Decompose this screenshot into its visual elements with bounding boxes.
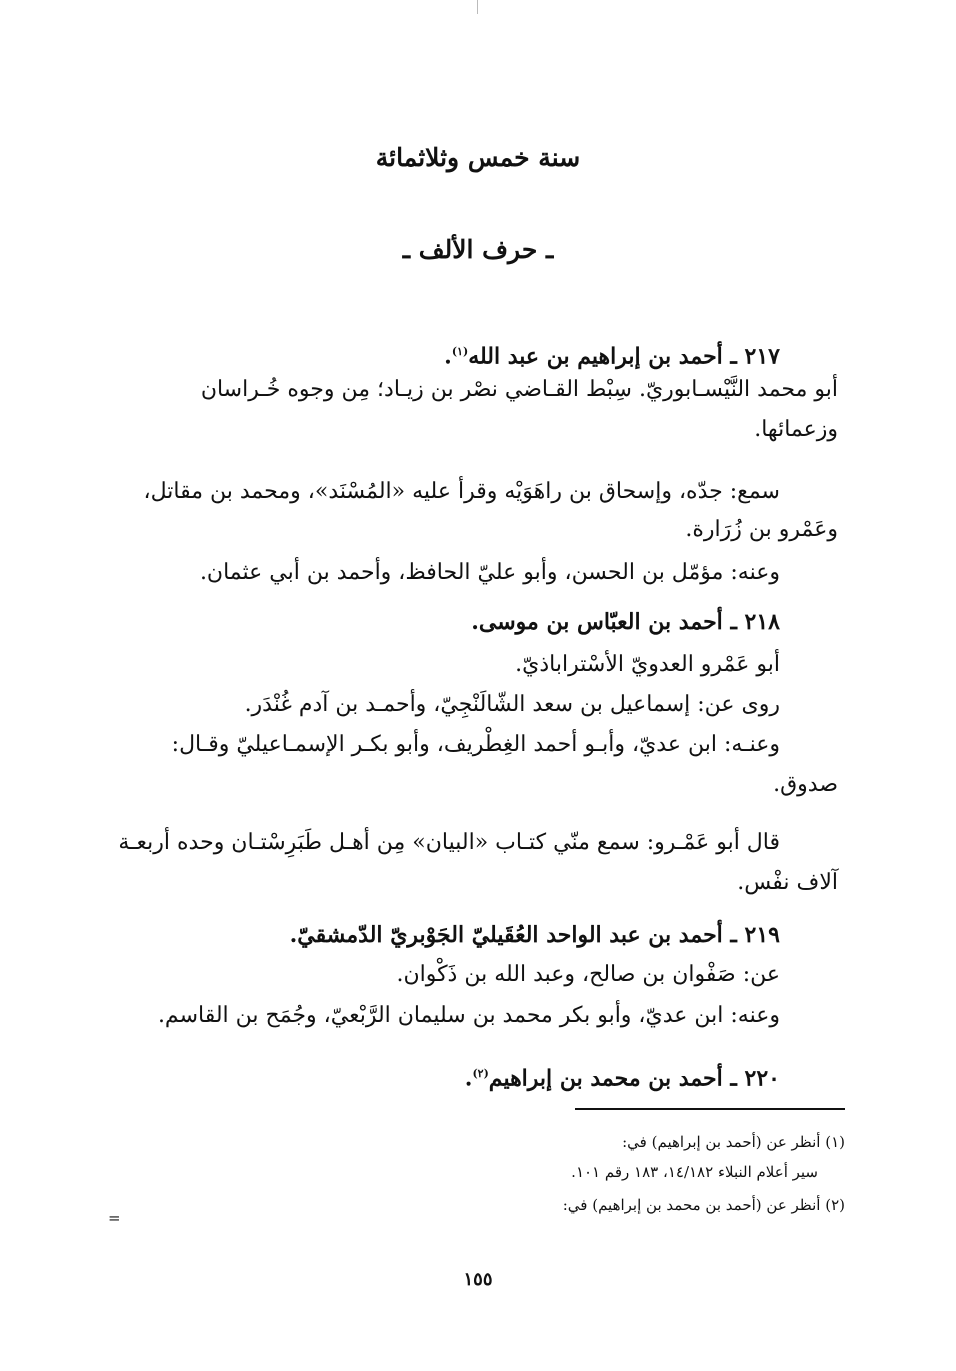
- entry-218-line: صدوق.: [773, 772, 838, 797]
- footnote-divider: [575, 1108, 845, 1110]
- entry-219-heading: ٢١٩ ـ أحمد بن عبد الواحد العُقَيليّ الجَوْبريّ الدّمشقيّ.: [289, 922, 780, 948]
- entry-218-line: روى عن: إسماعيل بن سعد الشّالَنْجِيّ، وأحمـد بن آدم غُنْدَر.: [244, 692, 780, 717]
- footnote-1-source: سير أعلام النبلاء ١٤/١٨٢، ١٨٣ رقم ١٠١.: [571, 1163, 818, 1181]
- entry-218-line: آلاف نفْس.: [737, 870, 838, 895]
- entry-217-name: ٢١٧ ـ أحمد بن إبراهيم بن عبد الله: [468, 343, 780, 370]
- footnote-ref-1[interactable]: (١): [451, 345, 469, 358]
- entry-217-line: أبو محمد النَّيْسـابوريّ. سِبْط القـاضي نصْر بن زيـاد؛ مِن وجوه خُـراسان: [200, 377, 838, 402]
- footnote-1: (١) أنظر عن (أحمد بن إبراهيم) في:: [622, 1133, 845, 1151]
- entry-217-line: وعَمْرو بن زُرَارة.: [685, 517, 838, 542]
- scan-mark: [477, 0, 478, 14]
- entry-218-heading: ٢١٨ ـ أحمد بن العبّاس بن موسى.: [471, 609, 780, 635]
- entry-220-name: ٢٢٠ ـ أحمد بن محمد بن إبراهيم: [488, 1065, 780, 1092]
- entry-218-line: أبو عَمْرو العدويّ الأسْتراباذيّ.: [515, 652, 780, 677]
- entry-218-line: وعنـه: ابن عديّ، وأبـو أحمد الغِطْريف، وأبو بكـر الإسمـاعيليّ وقـال:: [171, 732, 780, 757]
- entry-217-period: .: [444, 343, 452, 370]
- year-heading: سنة خمس وثلاثمائة: [375, 143, 581, 172]
- entry-217-line: وعنه: مؤمّل بن الحسن، وأبو عليّ الحافظ، وأحمد بن أبي عثمان.: [199, 560, 780, 585]
- entry-219-line: عن: صَفْوان بن صالح، وعبد الله بن ذَكْوان.: [396, 962, 780, 987]
- footnote-ref-2[interactable]: (٢): [472, 1067, 489, 1080]
- page-number: ١٥٥: [463, 1269, 493, 1290]
- entry-217-line: سمع: جدّه، وإسحاق بن راهَوَيْه وقرأ عليه «المُسْنَد»، ومحمد بن مقاتل،: [143, 479, 780, 504]
- entry-217-line: وزعمائها.: [754, 417, 838, 442]
- entry-217-heading: [444, 334, 780, 374]
- footnote-2: (٢) أنظر عن (أحمد بن محمد بن إبراهيم) في:: [562, 1196, 845, 1214]
- section-heading: ـ حرف الألف ـ: [402, 235, 554, 264]
- entry-220-heading: [465, 1056, 780, 1096]
- entry-220-period: .: [464, 1065, 473, 1092]
- entry-219-line: وعنه: ابن عديّ، وأبو بكر محمد بن سليمان الرَّبْعيّ، وجُمَح بن القاسم.: [157, 1003, 780, 1028]
- continuation-mark: =: [108, 1209, 121, 1227]
- entry-218-line: قال أبو عَمْـرو: سمع منّي كتـاب «البيان» مِن أهـل طَبَرِسْتـان وحده أربعـة: [118, 830, 780, 855]
